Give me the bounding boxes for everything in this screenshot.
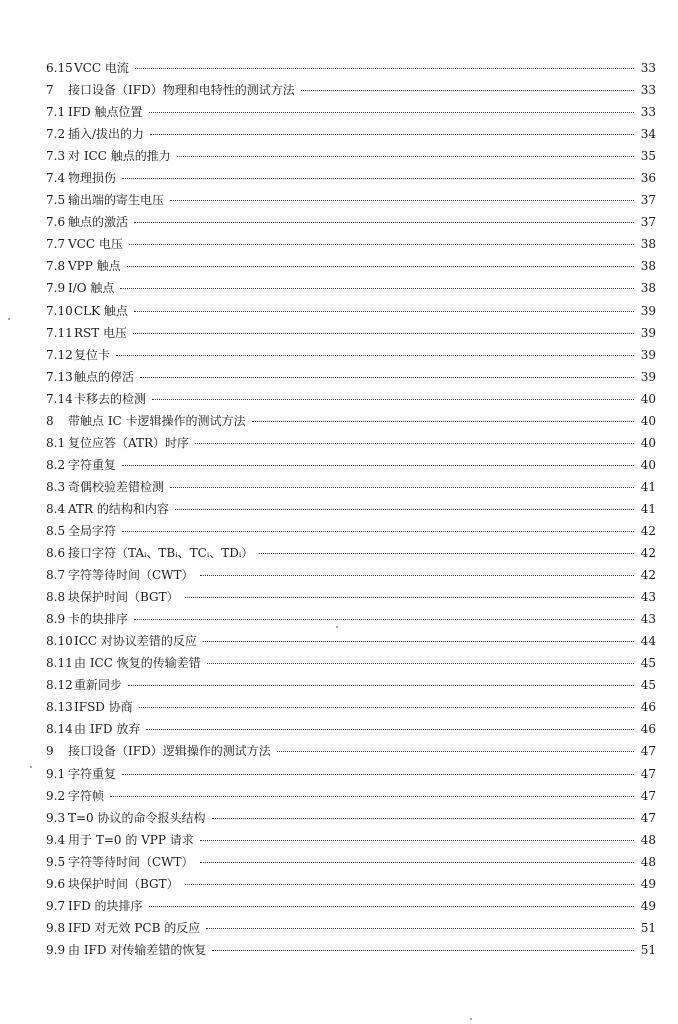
toc-entry[interactable] [46, 189, 656, 211]
toc-entry-number: 7.9 [46, 281, 66, 296]
toc-entry-page: 33 [640, 105, 656, 120]
dot-leader [195, 443, 634, 444]
toc-entry[interactable] [46, 785, 656, 807]
toc-entry-title: 物理损伤 [68, 171, 117, 186]
toc-entry[interactable] [46, 432, 656, 454]
toc-entry[interactable] [46, 233, 656, 255]
dot-leader [301, 90, 634, 91]
toc-entry-title: IFD 触点位置 [68, 105, 143, 120]
dot-leader [122, 465, 634, 466]
toc-entry[interactable] [46, 520, 656, 542]
dot-leader [170, 487, 634, 488]
dot-leader [200, 862, 634, 863]
toc-entry-title: RST 电压 [74, 325, 128, 340]
toc-entry-number: 9 [46, 744, 54, 759]
toc-entry-page: 46 [640, 700, 656, 715]
toc-entry-page: 33 [640, 83, 656, 98]
toc-entry[interactable] [46, 454, 656, 476]
toc-entry[interactable] [46, 564, 656, 586]
toc-entry-title: 全局字符 [68, 523, 117, 538]
toc-entry-number: 7 [46, 83, 54, 98]
toc-entry[interactable] [46, 498, 656, 520]
toc-entry-number: 9.3 [46, 810, 66, 825]
toc-entry[interactable] [46, 873, 656, 895]
dot-leader [212, 950, 634, 951]
toc-entry-title: 字符重复 [68, 457, 117, 472]
scan-speck [470, 1018, 472, 1020]
toc-entry-number: 7.3 [46, 149, 66, 164]
toc-entry[interactable] [46, 344, 656, 366]
toc-entry-page: 39 [640, 303, 656, 318]
dot-leader [139, 707, 634, 708]
toc-entry[interactable] [46, 630, 656, 652]
toc-entry[interactable] [46, 696, 656, 718]
toc-entry-title: 接口设备（IFD）物理和电特性的测试方法 [68, 83, 295, 98]
toc-entry-number: 8.3 [46, 479, 66, 494]
toc-entry-title: 卡的块排序 [68, 612, 129, 627]
toc-entry-number: 7.10 [46, 303, 73, 318]
toc-entry-number: 9.2 [46, 788, 66, 803]
dot-leader [127, 266, 634, 267]
toc-entry-page: 42 [640, 546, 656, 561]
dot-leader [277, 751, 634, 752]
dot-leader [134, 311, 634, 312]
toc-entry-page: 39 [640, 369, 656, 384]
toc-entry-title: 由 ICC 恢复的传输差错 [74, 656, 201, 671]
dot-leader [146, 729, 634, 730]
dot-leader [259, 553, 634, 554]
toc-entry[interactable] [46, 674, 656, 696]
toc-entry[interactable] [46, 718, 656, 740]
toc-entry[interactable] [46, 145, 656, 167]
scan-speck [336, 626, 338, 628]
toc-entry[interactable] [46, 410, 656, 432]
toc-entry-number: 8.1 [46, 435, 66, 450]
toc-entry-page: 43 [640, 612, 656, 627]
dot-leader [134, 222, 634, 223]
toc-entry-number: 6.15 [46, 61, 73, 75]
toc-entry-title: 字符等待时间（CWT） [68, 854, 194, 869]
toc-entry-number: 9.1 [46, 766, 66, 781]
toc-entry-title: 奇偶校验差错检测 [68, 479, 165, 494]
toc-entry-title: 复位卡 [74, 347, 111, 362]
dot-leader [134, 619, 634, 620]
toc-entry-title: 由 IFD 放弃 [74, 722, 141, 737]
toc-entry-page: 47 [640, 766, 656, 781]
toc-entry-page: 43 [640, 590, 656, 605]
toc-entry[interactable] [46, 255, 656, 277]
toc-entry-number: 8.12 [46, 678, 73, 693]
toc-entry-page: 44 [640, 634, 656, 649]
toc-entry-number: 9.6 [46, 876, 66, 891]
dot-leader [170, 200, 634, 201]
dot-leader [175, 509, 634, 510]
toc-entry-title: 接口字符（TAᵢ、TBᵢ、TCᵢ、TDᵢ） [68, 546, 254, 561]
dot-leader [140, 377, 634, 378]
toc-entry-page: 42 [640, 523, 656, 538]
dot-leader [122, 531, 634, 532]
toc-entry-title: VPP 触点 [68, 259, 121, 274]
dot-leader [150, 134, 634, 135]
toc-entry-title: 块保护时间（BGT） [68, 876, 179, 891]
toc-entry-page: 35 [640, 149, 656, 164]
toc-entry-number: 8.4 [46, 501, 66, 516]
toc-entry-number: 9.9 [46, 942, 66, 957]
toc-entry-title: ICC 对协议差错的反应 [74, 634, 197, 649]
dot-leader [120, 288, 634, 289]
toc-entry[interactable] [46, 388, 656, 410]
toc-entry-title: 触点的激活 [68, 215, 129, 230]
dot-leader [185, 884, 634, 885]
toc-entry-number: 9.7 [46, 898, 66, 913]
toc-entry-title: IFD 的块排序 [68, 898, 143, 913]
toc-entry-number: 7.4 [46, 171, 66, 186]
toc-entry-number: 7.7 [46, 237, 66, 252]
toc-entry-page: 40 [640, 413, 656, 428]
toc-entry-number: 9.8 [46, 920, 66, 935]
toc-entry-title: 触点的停活 [74, 369, 135, 384]
toc-entry[interactable] [46, 167, 656, 189]
toc-entry[interactable] [46, 123, 656, 145]
toc-entry[interactable] [46, 476, 656, 498]
toc-entry[interactable] [46, 740, 656, 762]
toc-entry-page: 40 [640, 457, 656, 472]
toc-entry-page: 48 [640, 832, 656, 847]
toc-entry[interactable] [46, 542, 656, 564]
toc-entry-title: 字符帧 [68, 788, 105, 803]
toc-entry-number: 7.8 [46, 259, 66, 274]
toc-entry[interactable] [46, 829, 656, 851]
toc-entry[interactable] [46, 763, 656, 785]
toc-entry-title: 插入/拔出的力 [68, 127, 145, 142]
toc-entry-number: 8.7 [46, 568, 66, 583]
toc-entry[interactable] [46, 277, 656, 299]
toc-entry[interactable] [46, 652, 656, 674]
toc-entry-number: 7.6 [46, 215, 66, 230]
toc-entry-number: 8.9 [46, 612, 66, 627]
toc-entry-page: 38 [640, 259, 656, 274]
toc-entry-page: 34 [640, 127, 656, 142]
dot-leader [133, 333, 634, 334]
toc-entry-number: 8.6 [46, 546, 66, 561]
toc-entry-title: T=0 协议的命令报头结构 [68, 810, 206, 825]
dot-leader [207, 663, 634, 664]
toc-entry-page: 49 [640, 898, 656, 913]
toc-entry-number: 7.5 [46, 193, 66, 208]
toc-entry-title: 卡移去的检测 [74, 391, 147, 406]
toc-entry[interactable] [46, 895, 656, 917]
dot-leader [110, 796, 634, 797]
dot-leader [200, 575, 634, 576]
toc-entry-title: 字符重复 [68, 766, 117, 781]
toc-entry-title: CLK 触点 [74, 303, 128, 318]
toc-entry-page: 40 [640, 435, 656, 450]
toc-entry-title: 重新同步 [74, 678, 123, 693]
toc-entry-number: 7.12 [46, 347, 73, 362]
toc-entry[interactable] [46, 322, 656, 344]
toc-entry[interactable] [46, 57, 656, 79]
dot-leader [149, 906, 634, 907]
dot-leader [122, 774, 634, 775]
toc-entry-page: 45 [640, 656, 656, 671]
dot-leader [200, 840, 634, 841]
toc-entry-number: 8.2 [46, 457, 66, 472]
toc-entry[interactable] [46, 79, 656, 101]
toc-entry-number: 9.5 [46, 854, 66, 869]
toc-entry[interactable] [46, 211, 656, 233]
toc-entry-page: 45 [640, 678, 656, 693]
toc-entry-page: 46 [640, 722, 656, 737]
toc-entry-number: 8.10 [46, 634, 73, 649]
toc-entry-page: 49 [640, 876, 656, 891]
toc-entry-page: 39 [640, 347, 656, 362]
toc-entry-number: 9.4 [46, 832, 66, 847]
toc-entry-page: 47 [640, 788, 656, 803]
toc-entry-title: 块保护时间（BGT） [68, 590, 179, 605]
toc-entry-page: 38 [640, 237, 656, 252]
toc-entry-page: 41 [640, 479, 656, 494]
toc-entry-number: 7.14 [46, 391, 73, 406]
toc-entry-title: 用于 T=0 的 VPP 请求 [68, 832, 194, 847]
dot-leader [206, 928, 634, 929]
toc-entry-title: VCC 电压 [68, 237, 123, 252]
toc-entry-title: 复位应答（ATR）时序 [68, 435, 190, 450]
toc-entry-title: 带触点 IC 卡逻辑操作的测试方法 [68, 413, 246, 428]
toc-entry-title: VCC 电流 [74, 61, 129, 75]
toc-entry[interactable] [46, 917, 656, 939]
toc-entry-title: 输出端的寄生电压 [68, 193, 165, 208]
toc-entry-title: 字符等待时间（CWT） [68, 568, 194, 583]
toc-entry-page: 38 [640, 281, 656, 296]
toc-entry-title: IFSD 协商 [74, 700, 133, 715]
toc-entry-number: 7.1 [46, 105, 66, 120]
toc-entry-number: 8.8 [46, 590, 66, 605]
toc-entry[interactable] [46, 608, 656, 630]
toc-entry-page: 47 [640, 744, 656, 759]
dot-leader [203, 641, 634, 642]
table-of-contents [46, 57, 656, 961]
dot-leader [212, 818, 634, 819]
toc-entry-page: 37 [640, 215, 656, 230]
toc-entry[interactable] [46, 366, 656, 388]
toc-entry-page: 40 [640, 391, 656, 406]
toc-entry[interactable] [46, 939, 656, 961]
toc-entry[interactable] [46, 807, 656, 829]
toc-entry[interactable] [46, 586, 656, 608]
toc-entry-page: 51 [640, 942, 656, 957]
dot-leader [128, 685, 634, 686]
dot-leader [252, 421, 634, 422]
toc-entry-title: I/O 触点 [68, 281, 115, 296]
dot-leader [135, 68, 634, 69]
dot-leader [177, 156, 634, 157]
toc-entry-number: 7.13 [46, 369, 73, 384]
dot-leader [185, 597, 634, 598]
toc-entry-page: 39 [640, 325, 656, 340]
scan-speck [30, 766, 32, 768]
toc-entry-number: 8 [46, 413, 54, 428]
toc-entry-page: 47 [640, 810, 656, 825]
toc-entry[interactable] [46, 300, 656, 322]
dot-leader [149, 112, 634, 113]
toc-entry-number: 7.11 [46, 325, 73, 340]
toc-entry-title: 接口设备（IFD）逻辑操作的测试方法 [68, 744, 271, 759]
toc-entry-number: 8.5 [46, 523, 66, 538]
toc-entry-page: 51 [640, 920, 656, 935]
toc-entry-page: 36 [640, 171, 656, 186]
toc-entry-title: 对 ICC 触点的推力 [68, 149, 171, 164]
dot-leader [116, 355, 634, 356]
dot-leader [152, 399, 634, 400]
toc-entry-title: 由 IFD 对传输差错的恢复 [68, 942, 207, 957]
toc-entry-number: 8.14 [46, 722, 73, 737]
toc-entry-number: 8.13 [46, 700, 73, 715]
toc-entry-page: 37 [640, 193, 656, 208]
toc-entry-page: 48 [640, 854, 656, 869]
toc-entry-number: 8.11 [46, 656, 73, 671]
dot-leader [129, 244, 634, 245]
toc-entry[interactable] [46, 851, 656, 873]
toc-entry-number: 7.2 [46, 127, 66, 142]
toc-entry-title: ATR 的结构和内容 [68, 501, 169, 516]
toc-entry-page: 33 [640, 61, 656, 75]
dot-leader [122, 178, 634, 179]
scan-speck [8, 318, 10, 320]
toc-entry-title: IFD 对无效 PCB 的反应 [68, 920, 201, 935]
toc-entry-page: 42 [640, 568, 656, 583]
toc-entry[interactable] [46, 101, 656, 123]
toc-entry-page: 41 [640, 501, 656, 516]
